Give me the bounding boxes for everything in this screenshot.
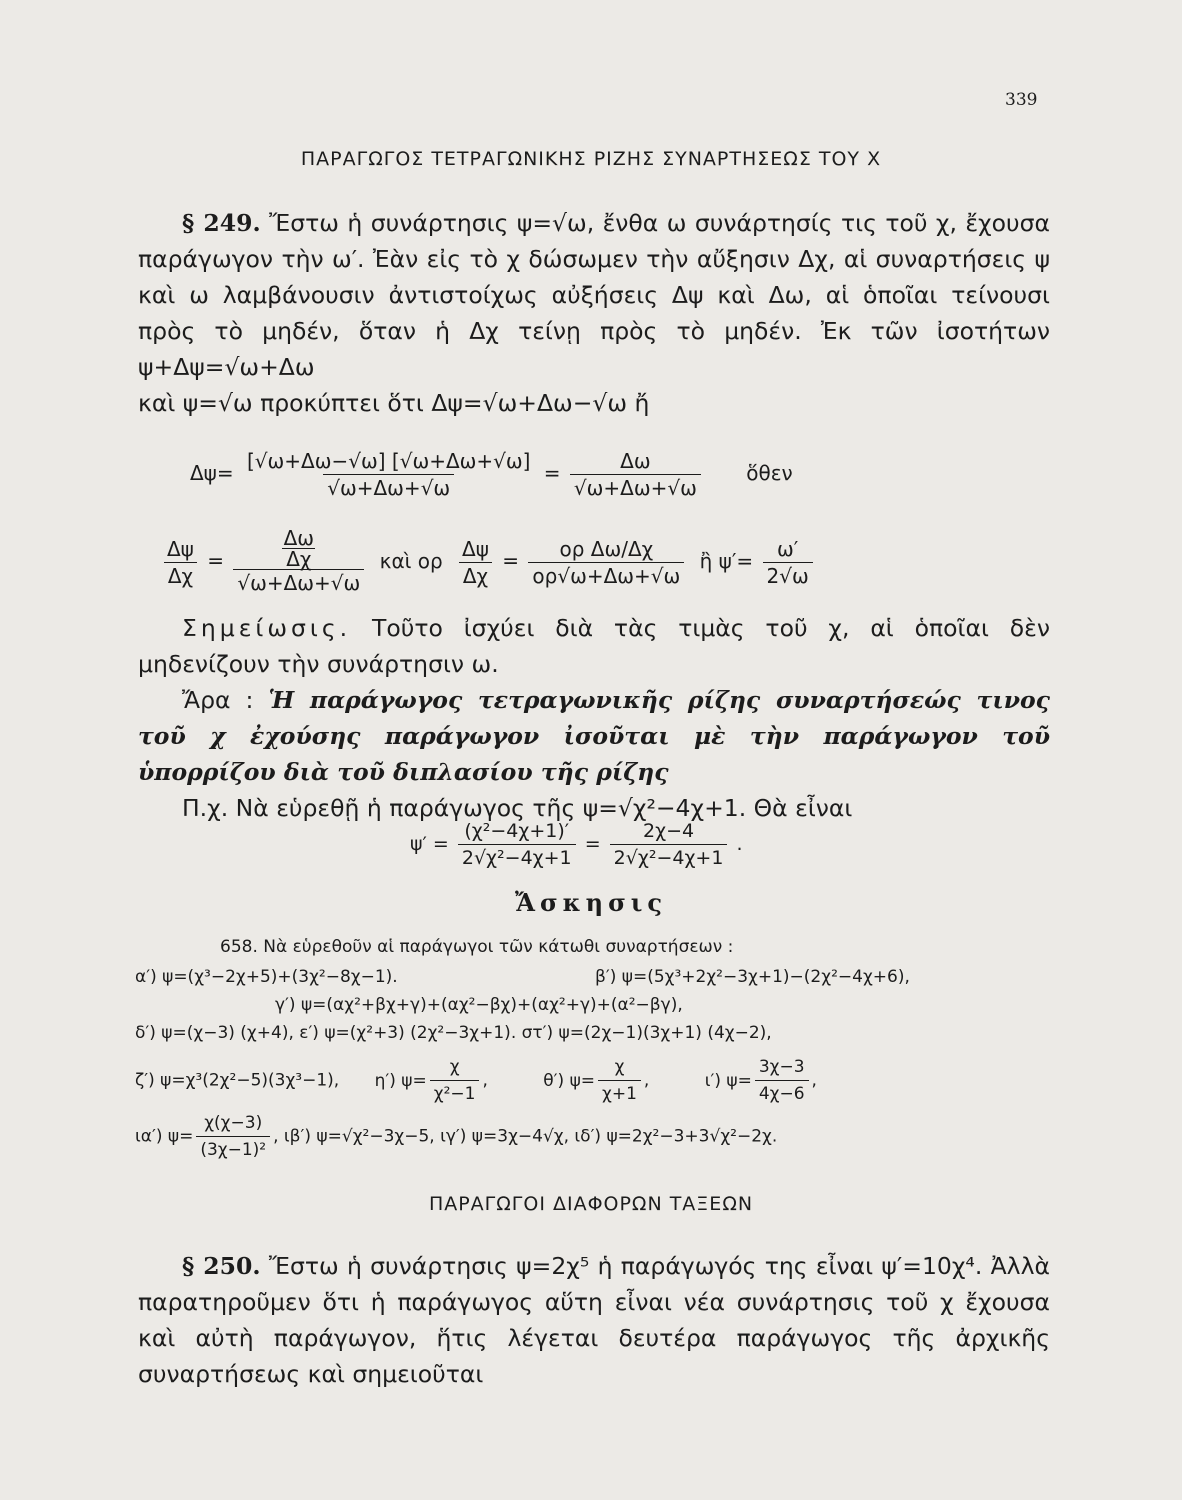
simeiosis-label: Σημείωσις. [182, 614, 352, 642]
exercise-ia-fraction [196, 1110, 270, 1163]
exercise-ia-pre: ια′) ψ= [135, 1126, 194, 1147]
exercise-iota-den: 4χ−6 [755, 1080, 809, 1107]
exercise-ia-den: (3χ−1)² [196, 1136, 270, 1163]
eq1-fraction-2 [570, 448, 701, 501]
simeiosis-text [138, 610, 1050, 682]
exercise-eta-den: χ²−1 [430, 1080, 480, 1107]
askisis-heading: Ἄσκησις [514, 888, 667, 917]
example-fraction-1 [458, 818, 576, 871]
paragraph-249-text [138, 205, 1050, 385]
exercise-iota-pre: ι′) ψ= [704, 1070, 752, 1091]
exercise-z: ζ′) ψ=χ³(2χ²−5)(3χ³−1), [135, 1070, 340, 1091]
eq2-d-den: ορ√ω+Δω+√ω [528, 562, 684, 589]
eq1-num2: Δω [620, 449, 651, 473]
eq2-fraction-e [763, 536, 813, 589]
equation-limit [160, 528, 816, 596]
paragraph-249-body: Ἔστω ἡ συνάρτησις ψ=√ω, ἔνθα ω συνάρτησίς τις τοῦ χ, ἔχουσα παράγωγον τὴν ω′. Ἐὰν εἰς τὸ χ δώσωμεν τὴν αὔξησιν Δχ, αἱ συναρτήσεις ψ καὶ ω λαμβάνουσιν ἀντιστοίχως αὐξήσεις Δψ καὶ Δω, αἱ ὁποῖαι τείνουσι πρὸς τὸ μηδέν, ὅταν ἡ Δχ τείνῃ πρὸς τὸ μηδέν. Ἐκ τῶν ἰσοτήτων ψ+Δψ=√ω+Δω [138, 209, 1050, 381]
example-n2: 2χ−4 [643, 820, 695, 842]
exercise-theta-den: χ+1 [598, 1080, 641, 1107]
eq2-fraction-b [233, 528, 364, 596]
exercise-iota-fraction [755, 1054, 809, 1107]
exercise-row-4: ζ′) ψ=χ³(2χ²−5)(3χ³−1), η′) ψ= $\frac{\chi}{\text{χ²−1}}$ , θ′) ψ= $\frac{\chi}{\chi+1}$ , ι′) ψ= $\frac{3\chi-3}{4\chi-6}$ , [135, 1054, 817, 1107]
example-d2: 2√χ²−4χ+1 [610, 844, 728, 871]
eq1-lhs: Δψ= [190, 461, 234, 485]
exercise-intro: 658. Νὰ εὑρεθοῦν αἱ παράγωγοι τῶν κάτωθι συναρτήσεων : [220, 937, 734, 957]
exercise-row-5 [135, 1110, 777, 1163]
eq2-e-text: ἢ ψ′= [699, 548, 754, 573]
eq2-equals-1: = [207, 548, 224, 573]
eq2-e-num: ω′ [776, 536, 799, 561]
section-number-249: § 249. [182, 209, 261, 237]
section-title-square-root-derivative: ΠΑΡΑΓΩΓΟΣ ΤΕΤΡΑΓΩΝΙΚΗΣ ΡΙΖΗΣ ΣΥΝΑΡΤΗΣΕΩΣ ΤΟΥ Χ [300, 148, 882, 170]
exercise-row-1a: α′) ψ=(χ³−2χ+5)+(3χ²−8χ−1). [135, 967, 398, 987]
eq2-a-num: Δψ [167, 536, 194, 561]
ara-rule: Ἡ παράγωγος τετραγωνικῆς ρίζης συναρτήσεώς τινος τοῦ χ ἐχούσης παράγωγον ἰσοῦται μὲ τὴν παράγωγον τοῦ ὑπορρίζου διὰ τοῦ διπλασίου τῆς ρίζης [138, 686, 1050, 786]
exercise-row-3: δ′) ψ=(χ−3) (χ+4), ε′) ψ=(χ²+3) (2χ²−3χ+1). στ′) ψ=(2χ−1)(3χ+1) (4χ−2), [135, 1023, 772, 1043]
example-fraction-2 [610, 818, 728, 871]
exercise-row-2: γ′) ψ=(αχ²+βχ+γ)+(αχ²−βχ)+(αχ²+γ)+(α²−βγ), [275, 995, 683, 1015]
eq2-fraction-c [458, 536, 493, 589]
exercise-row5-rest: , ιβ′) ψ=√χ²−3χ−5, ιγ′) ψ=3χ−4√χ, ιδ′) ψ=2χ²−3+3√χ²−2χ. [273, 1126, 778, 1147]
eq1-hothen: ὅθεν [746, 461, 793, 485]
example-lhs: ψ′ = [410, 833, 449, 855]
paragraph-simeiosis [138, 610, 1050, 826]
section-title-higher-derivatives: ΠΑΡΑΓΩΓΟΙ ΔΙΑΦΟΡΩΝ ΤΑΞΕΩΝ [428, 1193, 754, 1215]
eq1-num1: [√ω+Δω−√ω] [√ω+Δω+√ω] [247, 449, 531, 473]
eq2-fraction-d [528, 536, 684, 589]
eq2-fraction-a [163, 536, 198, 589]
exercise-theta-fraction [598, 1054, 641, 1107]
eq1-den1: √ω+Δω+√ω [323, 474, 454, 501]
exercise-iota-num: 3χ−3 [758, 1057, 805, 1077]
exercise-theta-pre: θ′) ψ= [543, 1070, 596, 1091]
exercise-eta-fraction [430, 1054, 480, 1107]
eq2-c-num: Δψ [462, 536, 489, 561]
eq2-b-num-top: Δω [283, 526, 315, 550]
eq1-equals: = [543, 461, 561, 485]
exercise-theta-num: χ [614, 1057, 625, 1077]
exercise-ia-num: χ(χ−3) [204, 1113, 263, 1133]
section-number-250: § 250. [182, 1252, 261, 1280]
paragraph-250-body: Ἔστω ἡ συνάρτησις ψ=2χ⁵ ἡ παράγωγός της εἶναι ψ′=10χ⁴. Ἀλλὰ παρατηροῦμεν ὅτι ἡ παράγωγος αὕτη εἶναι νέα συνάρτησις τοῦ χ ἔχουσα καὶ αὐτὴ παράγωγον, ἥτις λέγεται δευτέρα παράγωγος τῆς ἀρχικῆς συναρτήσεως καὶ σημειοῦται [138, 1252, 1050, 1388]
exercise-eta-pre: η′) ψ= [374, 1070, 427, 1091]
example-end: . [736, 833, 743, 855]
eq2-d-num: ορ Δω/Δχ [559, 536, 654, 561]
ara-label: Ἄρα : [182, 686, 269, 714]
eq2-a-den: Δχ [164, 562, 197, 589]
paragraph-250 [138, 1248, 1050, 1392]
eq2-b-den: √ω+Δω+√ω [233, 569, 364, 596]
eq1-den2: √ω+Δω+√ω [570, 474, 701, 501]
eq1-fraction-1 [243, 448, 534, 501]
eq2-b-num-bot: Δχ [282, 548, 315, 569]
ara-text [138, 682, 1050, 790]
example-d1: 2√χ²−4χ+1 [458, 844, 576, 871]
exercise-row-1b: β′) ψ=(5χ³+2χ²−3χ+1)−(2χ²−4χ+6), [595, 967, 910, 987]
example-equals: = [584, 833, 601, 855]
page-number: 339 [1005, 90, 1038, 110]
exercise-eta-num: χ [449, 1057, 460, 1077]
eq2-kai-or: καὶ ορ [379, 548, 443, 573]
example-n1: (χ²−4χ+1)′ [464, 820, 570, 842]
paragraph-249 [138, 205, 1050, 421]
simeiosis-body: Τοῦτο ἰσχύει διὰ τὰς τιμὰς τοῦ χ, αἱ ὁποῖαι δὲν μηδενίζουν τὴν συνάρτησιν ω. [138, 614, 1050, 678]
example-equation [410, 818, 743, 871]
equation-delta-psi [190, 448, 793, 501]
paragraph-249-line6: καὶ ψ=√ω προκύπτει ὅτι Δψ=√ω+Δω−√ω ἤ [138, 389, 650, 417]
eq2-b-inner-fraction [276, 528, 322, 569]
example-text: Π.χ. Νὰ εὑρεθῇ ἡ παράγωγος τῆς ψ=√χ²−4χ+1. Θὰ εἶναι [182, 794, 853, 822]
eq2-e-den: 2√ω [763, 562, 813, 589]
eq2-equals-2: = [502, 548, 520, 573]
paragraph-250-text [138, 1248, 1050, 1392]
eq2-c-den: Δχ [459, 562, 492, 589]
